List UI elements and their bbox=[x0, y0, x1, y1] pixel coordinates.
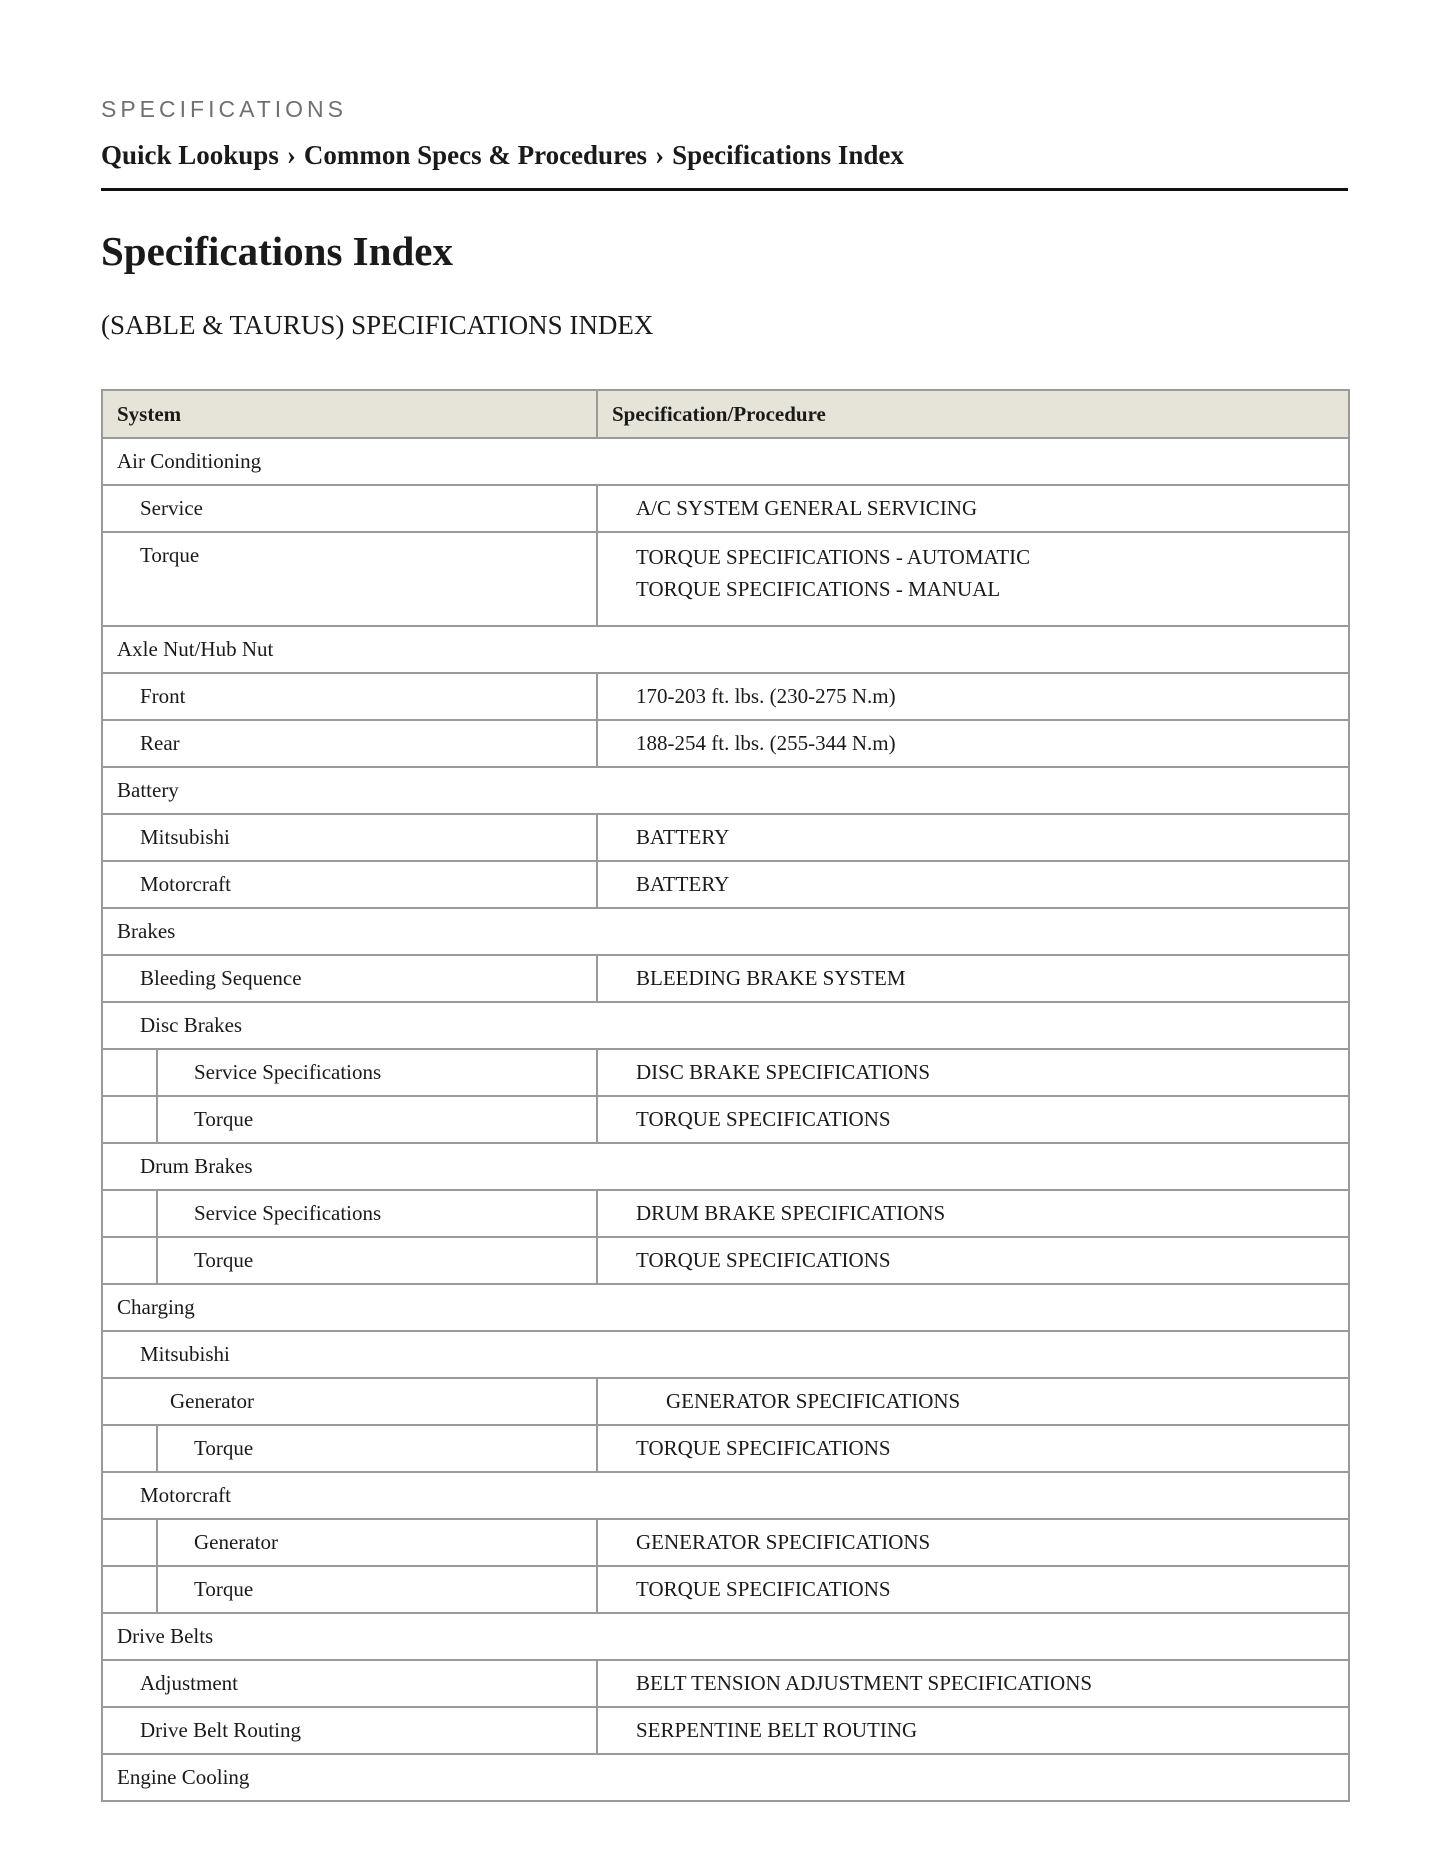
table-row bbox=[102, 908, 1349, 955]
subgroup-cell bbox=[102, 1143, 1349, 1190]
breadcrumb bbox=[101, 138, 904, 172]
table-row bbox=[102, 1143, 1349, 1190]
table-row bbox=[102, 767, 1349, 814]
spec-link[interactable]: GENERATOR SPECIFICATIONS bbox=[597, 1378, 1349, 1425]
system-cell bbox=[102, 1425, 597, 1472]
indent-spacer bbox=[103, 1426, 158, 1471]
system-cell bbox=[102, 861, 597, 908]
indent-spacer bbox=[103, 1050, 158, 1095]
subgroup-cell bbox=[102, 1472, 1349, 1519]
system-label: Service bbox=[140, 496, 203, 520]
subgroup-label: Disc Brakes bbox=[140, 1013, 243, 1037]
spec-link[interactable]: TORQUE SPECIFICATIONS - AUTOMATIC bbox=[636, 545, 1031, 569]
table-row bbox=[102, 1284, 1349, 1331]
system-cell bbox=[102, 673, 597, 720]
table-row bbox=[102, 1660, 1349, 1707]
spec-link[interactable]: TORQUE SPECIFICATIONS bbox=[597, 1566, 1349, 1613]
group-label: Axle Nut/Hub Nut bbox=[102, 626, 1349, 673]
table-row bbox=[102, 1049, 1349, 1096]
table-row bbox=[102, 673, 1349, 720]
breadcrumb-separator: › bbox=[655, 140, 665, 170]
indent-spacer bbox=[103, 1520, 158, 1565]
system-label: Torque bbox=[194, 1577, 254, 1601]
table-row bbox=[102, 814, 1349, 861]
system-cell bbox=[102, 720, 597, 767]
table-row bbox=[102, 720, 1349, 767]
table-row bbox=[102, 861, 1349, 908]
system-label: Adjustment bbox=[140, 1671, 238, 1695]
breadcrumb-separator: › bbox=[286, 140, 296, 170]
table-row bbox=[102, 1378, 1349, 1425]
indent-spacer bbox=[103, 1567, 158, 1612]
table-row bbox=[102, 1425, 1349, 1472]
table-row bbox=[102, 1472, 1349, 1519]
system-label: Rear bbox=[140, 731, 180, 755]
breadcrumb-common-specs[interactable]: Common Specs & Procedures bbox=[303, 140, 648, 170]
table-row bbox=[102, 485, 1349, 532]
group-label: Drive Belts bbox=[102, 1613, 1349, 1660]
spec-link[interactable]: TORQUE SPECIFICATIONS - MANUAL bbox=[636, 577, 1001, 601]
system-cell bbox=[102, 1660, 597, 1707]
group-label: Air Conditioning bbox=[102, 438, 1349, 485]
spec-cell bbox=[597, 532, 1349, 626]
table-row bbox=[102, 1237, 1349, 1284]
subgroup-label: Drum Brakes bbox=[140, 1154, 253, 1178]
spec-link[interactable]: SERPENTINE BELT ROUTING bbox=[597, 1707, 1349, 1754]
system-cell bbox=[102, 1707, 597, 1754]
spec-value: 170-203 ft. lbs. (230-275 N.m) bbox=[597, 673, 1349, 720]
subgroup-label: Motorcraft bbox=[140, 1483, 231, 1507]
table-row bbox=[102, 1519, 1349, 1566]
system-cell bbox=[102, 1519, 597, 1566]
table-row bbox=[102, 1331, 1349, 1378]
group-label: Brakes bbox=[102, 908, 1349, 955]
table-row bbox=[102, 1707, 1349, 1754]
table-row bbox=[102, 1002, 1349, 1049]
section-eyebrow: SPECIFICATIONS bbox=[101, 96, 347, 122]
system-label: Motorcraft bbox=[140, 872, 231, 896]
table-row bbox=[102, 955, 1349, 1002]
system-cell bbox=[102, 1190, 597, 1237]
system-label: Service Specifications bbox=[194, 1201, 382, 1225]
group-label: Engine Cooling bbox=[102, 1754, 1349, 1801]
indent-spacer bbox=[103, 1191, 158, 1236]
system-label: Service Specifications bbox=[194, 1060, 382, 1084]
table-header-row bbox=[102, 390, 1349, 438]
spec-link[interactable]: TORQUE SPECIFICATIONS bbox=[597, 1096, 1349, 1143]
system-cell bbox=[102, 1237, 597, 1284]
table-row bbox=[102, 1754, 1349, 1801]
table-row bbox=[102, 438, 1349, 485]
spec-link[interactable]: BATTERY bbox=[597, 814, 1349, 861]
system-label: Torque bbox=[194, 1436, 254, 1460]
group-label: Charging bbox=[102, 1284, 1349, 1331]
system-label: Generator bbox=[170, 1389, 254, 1413]
system-cell bbox=[102, 485, 597, 532]
system-label: Torque bbox=[194, 1107, 254, 1131]
table-row bbox=[102, 532, 1349, 626]
system-label: Drive Belt Routing bbox=[140, 1718, 301, 1742]
group-label: Battery bbox=[102, 767, 1349, 814]
subgroup-label: Mitsubishi bbox=[140, 1342, 230, 1366]
system-label: Mitsubishi bbox=[140, 825, 230, 849]
spec-link[interactable]: TORQUE SPECIFICATIONS bbox=[597, 1237, 1349, 1284]
indent-spacer bbox=[103, 1097, 158, 1142]
column-header-spec: Specification/Procedure bbox=[597, 390, 1349, 438]
spec-link[interactable]: BLEEDING BRAKE SYSTEM bbox=[597, 955, 1349, 1002]
breadcrumb-quick-lookups[interactable]: Quick Lookups bbox=[101, 140, 279, 170]
system-label: Torque bbox=[194, 1248, 254, 1272]
table-row bbox=[102, 1566, 1349, 1613]
spec-link[interactable]: BELT TENSION ADJUSTMENT SPECIFICATIONS bbox=[597, 1660, 1349, 1707]
table-row bbox=[102, 1613, 1349, 1660]
system-label: Generator bbox=[194, 1530, 278, 1554]
spec-value: 188-254 ft. lbs. (255-344 N.m) bbox=[597, 720, 1349, 767]
system-label: Front bbox=[140, 684, 186, 708]
table-row bbox=[102, 1190, 1349, 1237]
system-cell bbox=[102, 814, 597, 861]
table-row bbox=[102, 626, 1349, 673]
system-label: Torque bbox=[140, 543, 200, 567]
system-cell bbox=[102, 1378, 597, 1425]
spec-link[interactable]: BATTERY bbox=[597, 861, 1349, 908]
spec-link[interactable]: A/C SYSTEM GENERAL SERVICING bbox=[597, 485, 1349, 532]
page-title: Specifications Index bbox=[101, 228, 453, 274]
system-cell bbox=[102, 1049, 597, 1096]
table-row bbox=[102, 1096, 1349, 1143]
spec-link[interactable]: TORQUE SPECIFICATIONS bbox=[597, 1425, 1349, 1472]
spec-link[interactable]: GENERATOR SPECIFICATIONS bbox=[597, 1519, 1349, 1566]
breadcrumb-current: Specifications Index bbox=[672, 140, 904, 170]
column-header-system: System bbox=[102, 390, 597, 438]
subgroup-cell bbox=[102, 1002, 1349, 1049]
subgroup-cell bbox=[102, 1331, 1349, 1378]
indent-spacer bbox=[103, 1238, 158, 1283]
system-cell bbox=[102, 1096, 597, 1143]
system-cell bbox=[102, 955, 597, 1002]
specifications-table bbox=[101, 389, 1350, 1802]
spec-link[interactable]: DISC BRAKE SPECIFICATIONS bbox=[597, 1049, 1349, 1096]
system-label: Bleeding Sequence bbox=[140, 966, 302, 990]
page-subtitle: (SABLE & TAURUS) SPECIFICATIONS INDEX bbox=[101, 310, 654, 340]
system-cell bbox=[102, 1566, 597, 1613]
system-cell bbox=[102, 532, 597, 626]
header-divider bbox=[101, 188, 1348, 191]
spec-link[interactable]: DRUM BRAKE SPECIFICATIONS bbox=[597, 1190, 1349, 1237]
